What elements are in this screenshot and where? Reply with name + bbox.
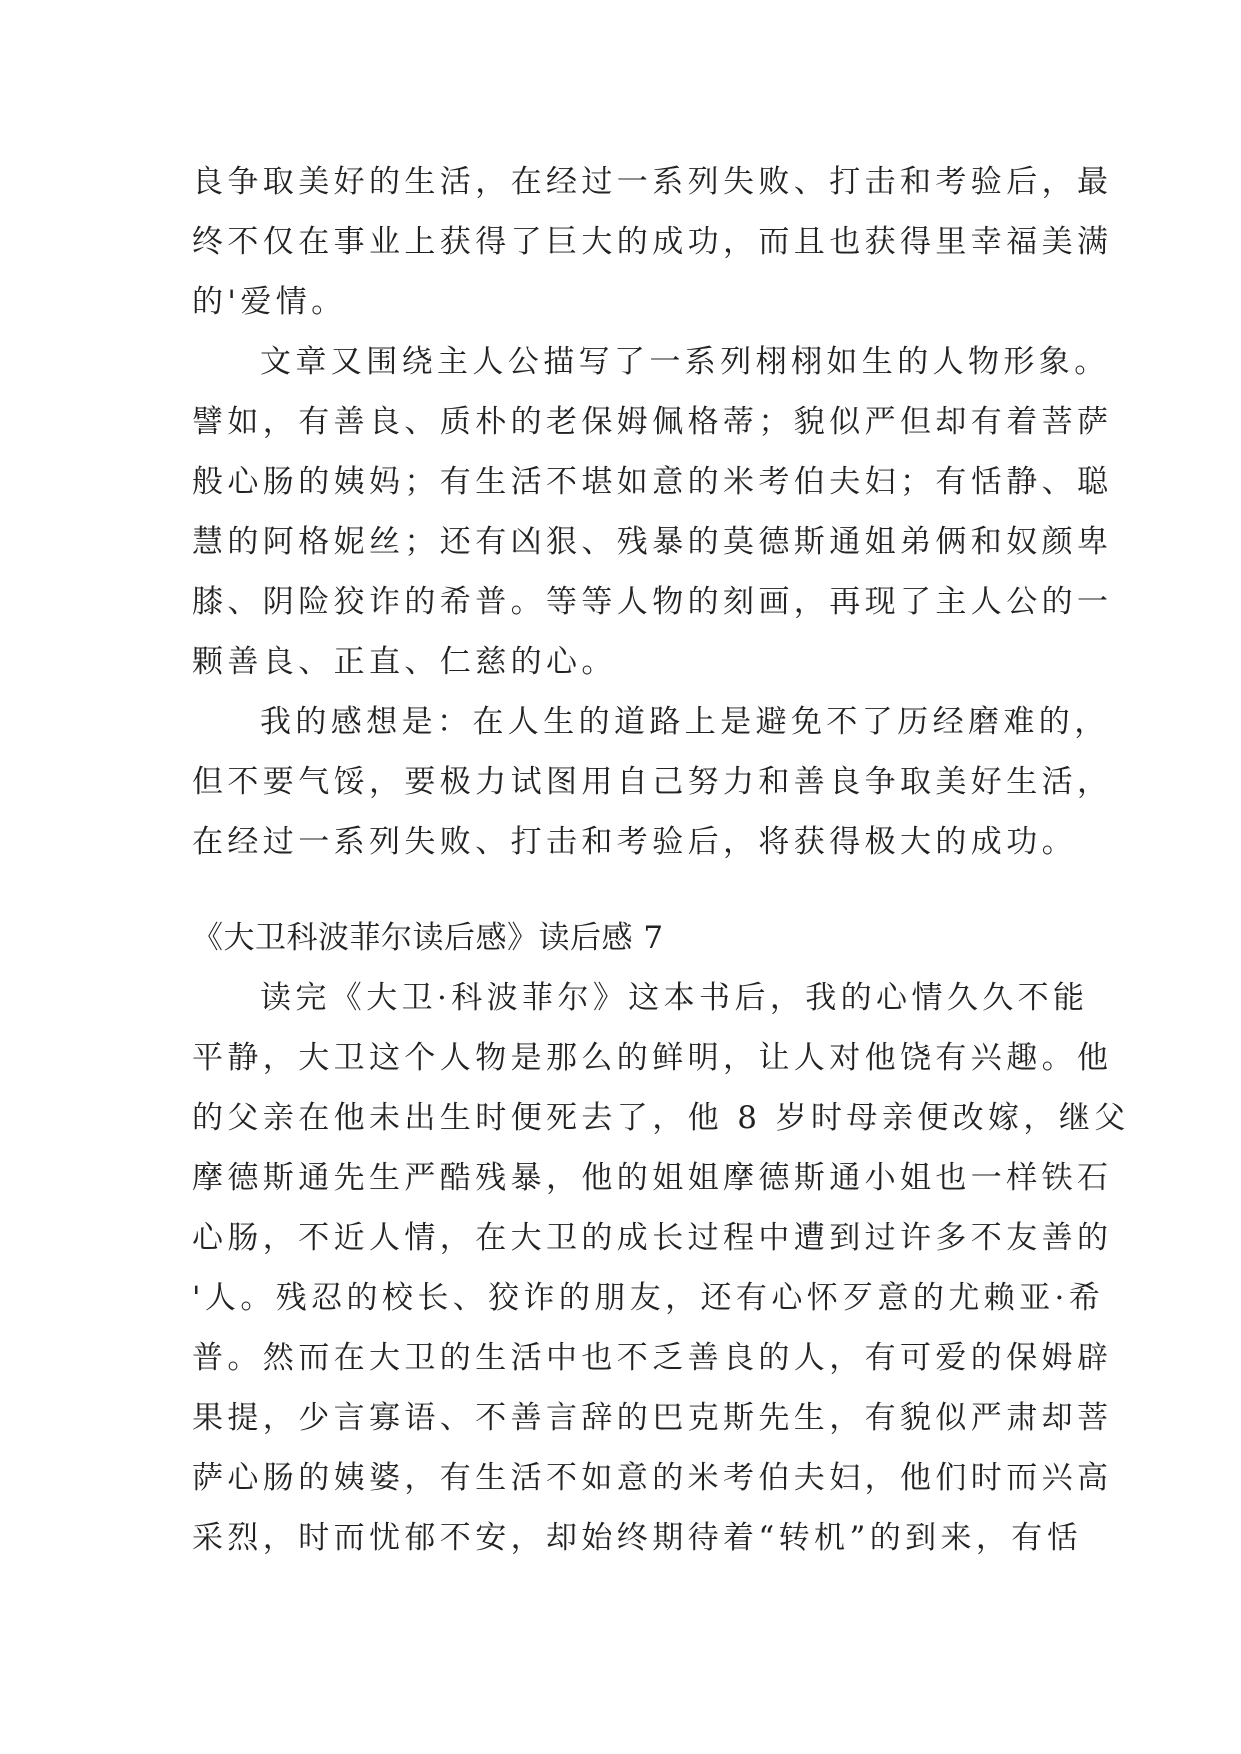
text-line: 果提，少言寡语、不善言辞的巴克斯先生，有貌似严肃却菩 — [192, 1400, 1113, 1436]
text-line: 读完《大卫·科波菲尔》这本书后，我的心情久久不能 — [260, 980, 1089, 1016]
section-heading: 《大卫科波菲尔读后感》读后感 7 — [192, 920, 664, 956]
text-line: 譬如，有善良、质朴的老保姆佩格蒂；貌似严但却有着菩萨 — [192, 404, 1113, 440]
text-line: 普。然而在大卫的生活中也不乏善良的人，有可爱的保姆辟 — [192, 1340, 1113, 1376]
text-line: 摩德斯通先生严酷残暴，他的姐姐摩德斯通小姐也一样铁石 — [192, 1160, 1113, 1196]
text-line: 终不仅在事业上获得了巨大的成功，而且也获得里幸福美满 — [192, 224, 1113, 260]
text-line: 平静，大卫这个人物是那么的鲜明，让人对他饶有兴趣。他 — [192, 1040, 1113, 1076]
paragraph-essay-7 — [192, 968, 1130, 1568]
paragraph-reflection — [192, 692, 1113, 872]
text-line: 文章又围绕主人公描写了一系列栩栩如生的人物形象。 — [260, 344, 1110, 380]
text-line: 但不要气馁，要极力试图用自己努力和善良争取美好生活， — [192, 764, 1113, 800]
text-line: 般心肠的姨妈；有生活不堪如意的米考伯夫妇；有恬静、聪 — [192, 464, 1113, 500]
text-line: 心肠，不近人情，在大卫的成长过程中遭到过许多不友善的 — [192, 1220, 1113, 1256]
text-line: '人。残忍的校长、狡诈的朋友，还有心怀歹意的尤赖亚·希 — [192, 1280, 1105, 1316]
section-heading-container — [192, 908, 1072, 968]
text-line: 颗善良、正直、仁慈的心。 — [192, 644, 617, 680]
text-line: 的父亲在他未出生时便死去了，他 8 岁时母亲便改嫁，继父 — [192, 1100, 1130, 1136]
text-line: 慧的阿格妮丝；还有凶狠、残暴的莫德斯通姐弟俩和奴颜卑 — [192, 524, 1113, 560]
text-line: 良争取美好的生活，在经过一系列失败、打击和考验后，最 — [192, 164, 1113, 200]
text-line: 萨心肠的姨婆，有生活不如意的米考伯夫妇，他们时而兴高 — [192, 1460, 1113, 1496]
text-line: 在经过一系列失败、打击和考验后，将获得极大的成功。 — [192, 824, 1077, 860]
text-line: 我的感想是：在人生的道路上是避免不了历经磨难的， — [260, 704, 1110, 740]
paragraph-continuation — [192, 152, 1113, 332]
text-line: 的'爱情。 — [192, 284, 347, 320]
paragraph-characters — [192, 332, 1113, 692]
text-line: 膝、阴险狡诈的希普。等等人物的刻画，再现了主人公的一 — [192, 584, 1113, 620]
text-line: 采烈，时而忧郁不安，却始终期待着“转机”的到来，有恬 — [192, 1520, 1083, 1556]
